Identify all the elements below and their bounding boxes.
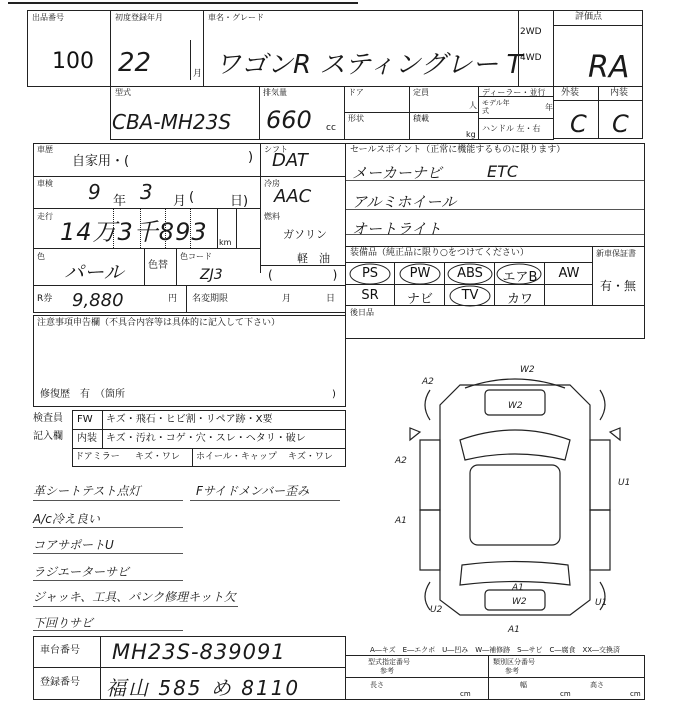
footer-rule — [345, 677, 645, 678]
recycle-value: 9,880 — [72, 290, 124, 311]
plate-value: 福山 585 め 8110 — [106, 676, 301, 700]
inspection-month: 3 — [140, 180, 153, 204]
remark-line-3 — [33, 553, 183, 554]
dealer-rule — [478, 96, 554, 97]
remark-line-2 — [33, 527, 183, 528]
inspection-day: 日) — [230, 194, 249, 209]
check-fw-text: キズ・飛石・ヒビ割・リペア跡・X要 — [106, 414, 273, 425]
equip-sr: SR — [361, 288, 379, 303]
first-reg-month: 月 — [193, 69, 203, 79]
recycle-div — [186, 285, 187, 313]
checks-label-2: 記入欄 — [33, 431, 63, 442]
color-div — [144, 248, 145, 285]
footer-label-1b: 参考 — [380, 667, 394, 675]
mileage-value: 14万3千893 — [60, 218, 208, 246]
equip-leather: カワ — [506, 292, 533, 307]
diag-label-w2-hood: W2 — [508, 401, 523, 411]
sales-item-3: アルミホイール — [352, 193, 457, 211]
mileage-div5 — [217, 208, 218, 248]
model-label: 型式 — [115, 88, 131, 97]
inspector-label: 後日品 — [350, 308, 374, 317]
fuel-label: 燃料 — [264, 212, 280, 221]
remark-line-6 — [33, 630, 183, 631]
remark-5: ジャッキ、工具、パンク修理キット欠 — [33, 590, 236, 604]
equip-navi: ナビ — [406, 292, 433, 307]
remark-3: コアサポートU — [33, 538, 114, 552]
ac-value: AAC — [274, 186, 312, 207]
drive-box — [518, 10, 554, 87]
remark-4: ラジエーターサビ — [33, 565, 130, 579]
remark-line-1 — [33, 500, 183, 501]
top-rule — [8, 2, 358, 4]
inspection-paren: ( — [189, 190, 195, 205]
color-value: パール — [64, 260, 124, 284]
fuel-sub: 軽 油 — [297, 252, 330, 265]
sales-item-1: メーカーナビ — [352, 164, 442, 182]
drive-2wd: 2WD — [520, 27, 542, 37]
remark-right: Fサイドメンバー歪み — [196, 484, 310, 498]
spec-split — [260, 143, 261, 273]
grade-split — [598, 86, 599, 139]
int-label: 内装 — [610, 88, 629, 98]
footer-width: 幅 — [520, 681, 527, 689]
handle-label: ハンドル 左・右 — [482, 124, 541, 133]
lot-label: 出品番号 — [32, 13, 64, 22]
diag-label-a2-left: A2 — [395, 456, 407, 466]
fuel-paren: ( ) — [268, 268, 338, 282]
diag-label-a2-top: A2 — [422, 377, 434, 387]
door-label: ドア — [348, 88, 364, 97]
mileage-div2 — [140, 208, 141, 248]
capacity-label: 定員 — [413, 88, 429, 97]
transfer-label: 名変期限 — [192, 294, 229, 304]
equipment-circles — [346, 258, 596, 308]
mileage-unit: km — [219, 238, 232, 247]
shift-label: シフト — [264, 145, 288, 154]
check-int-head: 内装 — [77, 433, 97, 444]
footer-unit-3: cm — [630, 690, 641, 698]
equip-airbag: エアB — [502, 270, 538, 285]
equipment-title: 装備品（純正品に限り○をつけてください） — [350, 248, 529, 258]
equip-pw: PW — [409, 266, 431, 281]
color-div2 — [176, 248, 177, 285]
diag-label-u1-rear: U1 — [595, 598, 608, 608]
grade-label-rule — [553, 25, 643, 26]
diag-label-w2-rear: W2 — [512, 597, 527, 607]
plate-label: 登録番号 — [40, 677, 80, 688]
color-label: 色 — [37, 252, 45, 261]
category-close: ) — [248, 150, 254, 165]
notes-title: 注意事項申告欄（不具合内容等は具体的に記入して下さい） — [37, 318, 281, 328]
disp-unit: cc — [326, 123, 336, 133]
diag-label-a1-bottom: A1 — [508, 625, 520, 635]
damage-legend: A―キズ E―エクボ U―凹み W―補修跡 S―サビ C―腐食 XX―交換済 — [370, 646, 621, 654]
sales-title: セールスポイント（正常に機能するものに限ります） — [350, 145, 566, 155]
footer-height: 高さ — [590, 681, 604, 689]
inspector-box — [345, 305, 645, 339]
grade-rule2 — [553, 100, 643, 101]
remark-line-5 — [33, 606, 238, 607]
row-rule-3 — [33, 248, 260, 249]
checks-rule-1 — [72, 429, 346, 430]
footer-unit-2: cm — [560, 690, 571, 698]
warranty-value: 有・無 — [600, 279, 637, 293]
transfer-month: 月 — [282, 294, 292, 304]
checks-label-1: 検査員 — [33, 413, 63, 424]
color-change-label: 色替 — [148, 260, 168, 271]
equip-tv: TV — [461, 288, 479, 303]
dealer-rule2 — [478, 118, 554, 119]
recycle-unit: 円 — [168, 294, 178, 304]
recycle-label: R券 — [37, 294, 53, 304]
remark-line-1b — [190, 500, 340, 501]
mileage-label: 走行 — [37, 212, 53, 221]
lot-number: 100 — [52, 49, 94, 74]
inspection-year: 9 — [88, 180, 101, 204]
category-value: 自家用・( — [72, 154, 130, 169]
footer-label-1: 型式指定番号 — [368, 658, 410, 666]
color-code-value: ZJ3 — [200, 267, 223, 283]
warranty-label: 新車保証書 — [596, 249, 636, 258]
check-fw-head: FW — [77, 414, 93, 425]
row-rule-2 — [33, 208, 260, 209]
check-wheel-text: キズ・ワレ — [288, 452, 333, 462]
check-int-text: キズ・汚れ・コゲ・穴・スレ・ヘタリ・破レ — [106, 433, 306, 444]
ext-label: 外装 — [561, 88, 580, 98]
checks-split — [102, 410, 103, 448]
footer-label-2: 類別区分番号 — [493, 658, 535, 666]
car-name-label: 車名・グレード — [208, 13, 264, 22]
ext-value: C — [570, 110, 587, 138]
check-mirror-head: ドアミラー — [75, 452, 120, 462]
dealer-label: ディーラー・並行 — [482, 88, 546, 97]
chassis-value: MH23S-839091 — [112, 640, 286, 664]
model-year-unit: 年 — [545, 103, 553, 112]
inspection-month-unit: 月 — [173, 194, 187, 209]
shift-value: DAT — [272, 150, 308, 171]
equip-aw: AW — [558, 266, 580, 281]
row-rule-4 — [33, 285, 346, 286]
footer-label-2b: 参考 — [505, 667, 519, 675]
checks-rule-2 — [72, 448, 346, 449]
first-reg-divider — [190, 40, 191, 80]
inspection-label: 車検 — [37, 179, 53, 188]
transfer-day: 日 — [326, 294, 336, 304]
fuel-value: ガソリン — [283, 228, 327, 241]
equip-abs: ABS — [457, 266, 483, 281]
sales-item-2: ETC — [487, 162, 519, 181]
diag-label-w2-bumper: W2 — [520, 365, 535, 375]
mileage-div1 — [113, 208, 114, 248]
car-name-value: ワゴンR スティングレー T — [215, 50, 523, 80]
capacity-unit: 人 — [469, 101, 477, 110]
grade-label: 評価点 — [575, 12, 603, 22]
repair-label: 修復歴 有 （箇所 — [40, 389, 125, 400]
diag-label-a1-left: A1 — [395, 516, 407, 526]
diag-label-a1-rear: A1 — [512, 583, 524, 593]
sales-item-4: オートライト — [352, 220, 442, 238]
color-code-label: 色コード — [180, 252, 212, 261]
inspection-year-unit: 年 — [113, 194, 127, 209]
drive-4wd: 4WD — [520, 53, 542, 63]
diag-label-u2: U2 — [430, 605, 443, 615]
shape-label: 形状 — [348, 114, 364, 123]
footer-unit-1: cm — [460, 690, 471, 698]
repair-close: ) — [332, 389, 336, 400]
damage-diagram — [390, 360, 630, 640]
footer-length: 長さ — [370, 681, 384, 689]
int-value: C — [612, 110, 629, 138]
diag-label-u1-right: U1 — [618, 478, 630, 488]
check-wheel-head: ホイール・キャップ — [196, 452, 277, 462]
remark-2: A/c冷え良い — [33, 512, 100, 526]
remark-line-4 — [33, 580, 183, 581]
load-label: 積載 — [413, 114, 429, 123]
row-rule-1 — [33, 176, 346, 177]
mileage-div4 — [190, 208, 191, 248]
chassis-label: 車台番号 — [40, 645, 80, 656]
equip-ps: PS — [361, 266, 379, 281]
first-reg-value: 22 — [118, 48, 152, 78]
model-value: CBA-MH23S — [112, 110, 232, 134]
first-reg-label: 初度登録年月 — [115, 13, 163, 22]
mileage-div3 — [165, 208, 166, 248]
mileage-div6 — [236, 208, 237, 248]
check-mirror-text: キズ・ワレ — [135, 452, 180, 462]
remark-1: 革シートテスト点灯 — [33, 484, 141, 498]
ac-label: 冷房 — [264, 179, 280, 188]
model-year-label: モデル年式 — [482, 99, 510, 115]
grade-value: RA — [588, 50, 630, 85]
category-label: 車歴 — [37, 145, 53, 154]
remark-6: 下回りサビ — [33, 616, 94, 630]
disp-label: 排気量 — [263, 88, 287, 97]
disp-value: 660 — [266, 106, 312, 134]
load-unit: kg — [466, 130, 476, 139]
checks-split-2 — [192, 448, 193, 467]
